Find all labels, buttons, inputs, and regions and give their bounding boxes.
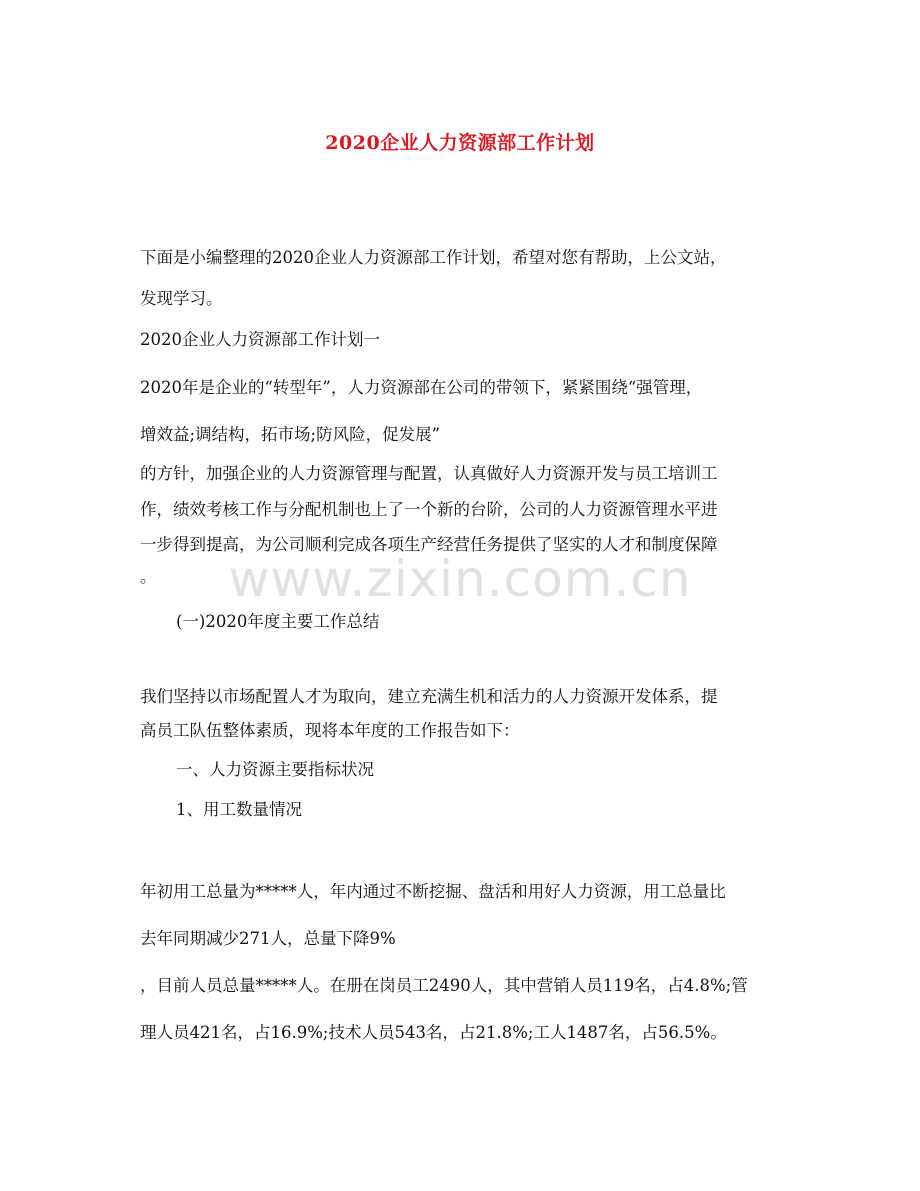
paragraph-line: 2020年是企业的“转型年”，人力资源部在公司的带领下，紧紧围绕“强管理， — [140, 378, 703, 397]
section-heading: 2020企业人力资源部工作计划一 — [140, 330, 380, 349]
subsection-heading: (一)2020年度主要工作总结 — [176, 612, 380, 631]
paragraph-line: 高员工队伍整体素质，现将本年度的工作报告如下： — [140, 721, 520, 740]
paragraph-line: 作，绩效考核工作与分配机制也上了一个新的台阶，公司的人力资源管理水平进 — [140, 500, 718, 519]
subsection-heading: 一、人力资源主要指标状况 — [176, 760, 374, 779]
paragraph-line: 我们坚持以市场配置人才为取向，建立充满生机和活力的人力资源开发体系，提 — [140, 687, 718, 706]
paragraph-line: 下面是小编整理的2020企业人力资源部工作计划，希望对您有帮助，上公文站， — [140, 248, 727, 267]
paragraph-line: 。 — [140, 567, 157, 586]
document-title: 2020企业人力资源部工作计划 — [325, 132, 595, 154]
paragraph-line: 一步得到提高，为公司顺利完成各项生产经营任务提供了坚实的人才和制度保障 — [140, 535, 718, 554]
paragraph-line: ，目前人员总量*****人。在册在岗员工2490人，其中营销人员119名，占4.8%;管 — [140, 976, 748, 995]
subsection-heading: 1、用工数量情况 — [176, 800, 302, 819]
paragraph-line: 理人员421名，占16.9%;技术人员543名，占21.8%;工人1487名，占56.5%。 — [140, 1023, 727, 1042]
paragraph-line: 去年同期减少271人，总量下降9% — [140, 929, 396, 948]
paragraph-line: 增效益;调结构，拓市场;防风险，促发展” — [140, 425, 441, 444]
paragraph-line: 年初用工总量为*****人，年内通过不断挖掘、盘活和用好人力资源，用工总量比 — [140, 882, 726, 901]
watermark: www.zixin.com.cn — [228, 550, 692, 608]
paragraph-line: 的方针，加强企业的人力资源管理与配置，认真做好人力资源开发与员工培训工 — [140, 464, 718, 483]
paragraph-line: 发现学习。 — [140, 289, 223, 308]
